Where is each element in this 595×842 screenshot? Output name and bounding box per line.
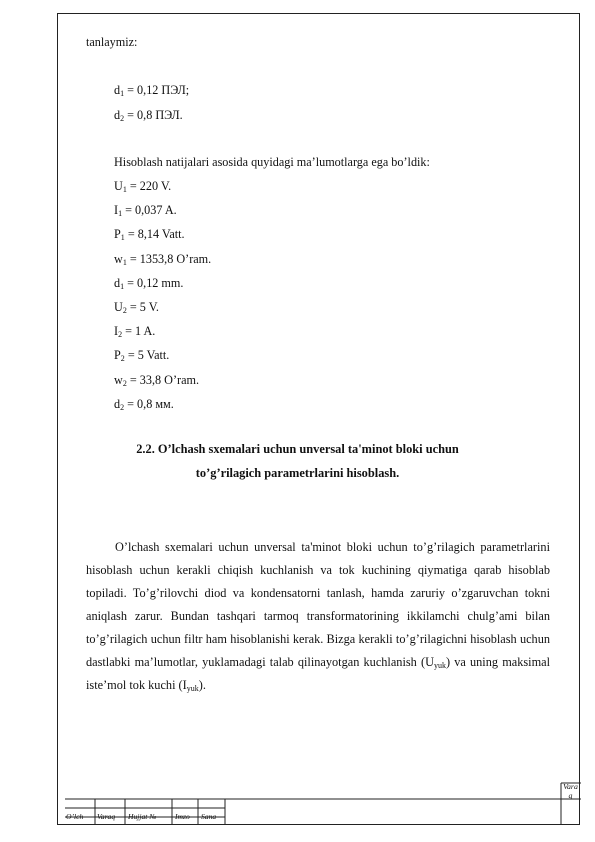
formula-subscript: 2 xyxy=(120,354,125,364)
subscript-yuk: yuk xyxy=(433,661,446,670)
formula-subscript: 1 xyxy=(122,257,127,267)
stamp-label-sana: Sana xyxy=(201,812,217,821)
formula-symbol: w xyxy=(114,372,123,387)
formula-value: = 0,037 A. xyxy=(122,203,177,218)
formula-symbol: I xyxy=(114,203,119,218)
section-title-line1: 2.2. O’lchash sxemalari uchun unversal ta'minot bloki uchun xyxy=(136,442,459,456)
stamp-label-hujjat: Hujjat № xyxy=(128,812,157,821)
formula-value: = 0,8 ПЭЛ. xyxy=(124,107,183,122)
paragraph-text: O’lchash sxemalari uchun unversal ta'minot bloki uchun to’g’rilagich parametrlarini hisoblash uchun kerakli chiqish kuchlanish va tok kuchining qiymatiga qarab hisoblab topiladi. To’g’rilovchi diod va kondensatorni tanlash, hamda zaruriy o’zgaruvchan tokni aniqlash zarur. Bundan tashqari tarmoq transformatorining ikkilamchi chulg’ami bilan to’g’rilagich uchun filtr ham hisoblanishi kerak. Bizga kerakli to’g’rilagichni hisoblash uchun dastlabki ma’lumotlar, yuklamadagi talab qilinayotgan kuchlanish (U xyxy=(86,540,550,669)
stamp-label-olch: O’lch xyxy=(66,812,84,821)
formula-symbol: U xyxy=(114,300,123,314)
formula-value: = 0,12 ПЭЛ; xyxy=(124,83,190,97)
paragraph-text-mid: ) va uning maksimal iste’mol tok kuchi (I xyxy=(86,655,551,692)
formula-subscript: 2 xyxy=(120,113,125,123)
subscript-yuk: yuk xyxy=(186,684,199,693)
formula-subscript: 1 xyxy=(120,89,125,98)
formula-symbol: P xyxy=(114,348,121,363)
formula-subscript: 2 xyxy=(122,378,127,388)
formula-symbol: d xyxy=(114,275,121,290)
stamp-label-varaq: Varaq xyxy=(97,812,116,821)
formula-symbol: w xyxy=(114,251,123,266)
formula-symbol: d xyxy=(114,83,121,97)
formula-value: = 220 V. xyxy=(126,179,172,193)
sheet-label-line1: Vara xyxy=(563,782,578,791)
formula-value: = 5 Vatt. xyxy=(124,348,170,363)
formula-value: = 5 V. xyxy=(126,300,159,314)
formula-subscript: 2 xyxy=(120,402,125,412)
sheet-label-line2: q xyxy=(568,791,573,800)
formula-subscript: 2 xyxy=(122,306,127,315)
formula-symbol: I xyxy=(114,324,119,339)
formula-value: = 8,14 Vatt. xyxy=(124,227,185,242)
section-title-line2: to’g’rilagich parametrlarini hisoblash. xyxy=(195,466,400,480)
formula-subscript: 1 xyxy=(120,233,125,243)
formula-value: = 1353,8 O’ram. xyxy=(126,251,212,266)
formula-symbol: U xyxy=(114,179,123,193)
results-heading: Hisoblash natijalari asosida quyidagi ma’lumotlarga ega bo’ldik: xyxy=(114,155,430,169)
intro-text: tanlaymiz: xyxy=(86,35,138,49)
formula-symbol: d xyxy=(114,107,121,122)
formula-value: = 33,8 O’ram. xyxy=(126,372,200,387)
formula-symbol: d xyxy=(114,396,121,411)
formula-subscript: 1 xyxy=(122,185,127,194)
sheet-label xyxy=(561,782,580,800)
formula-subscript: 2 xyxy=(118,330,123,340)
formula-subscript: 1 xyxy=(118,209,123,219)
formula-subscript: 1 xyxy=(120,281,125,291)
formula-value: = 0,8 мм. xyxy=(124,396,174,411)
formula-value: = 1 A. xyxy=(122,324,156,339)
stamp-label-imzo: Imzo xyxy=(175,812,190,821)
formula-symbol: P xyxy=(114,227,121,242)
formula-value: = 0,12 mm. xyxy=(124,275,184,290)
paragraph-text-end: ). xyxy=(198,678,206,692)
